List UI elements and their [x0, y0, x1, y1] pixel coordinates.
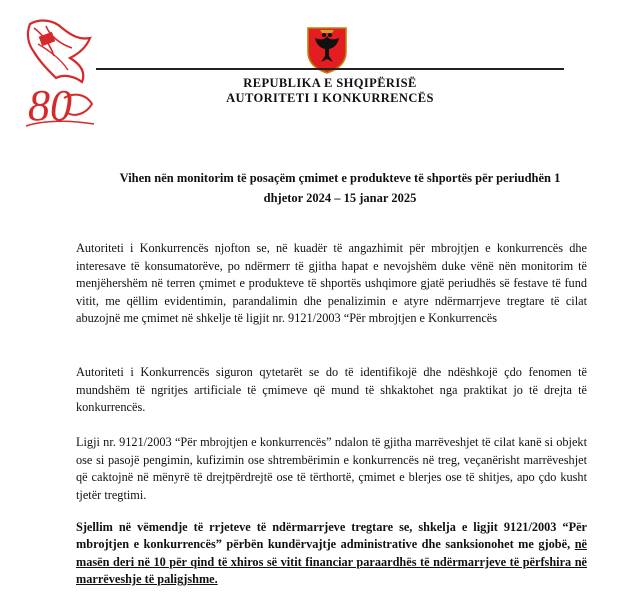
albanian-emblem [306, 26, 348, 74]
header-rule [96, 68, 564, 70]
document-title: Vihen nën monitorim të posaçëm çmimet e produkteve të shportës për periudhën 1 dhjetor 2024 – 15 janar 2025 [119, 171, 561, 205]
authority-name: AUTORITETI I KONKURRENCËS [226, 91, 434, 105]
republic-name: REPUBLIKA E SHQIPËRISË [243, 76, 417, 90]
letterhead [96, 76, 564, 106]
paragraph-3: Ligji nr. 9121/2003 “Për mbrojtjen e konkurrencës” ndalon të gjitha marrëveshjet të cilat kanë si objekt ose si pasojë pengimin, kufizimin ose shtrembërimin e konkurrencës në treg, veçanërisht marrëveshjet që caktojnë në mënyrë të drejtpërdrejtë ose të tërthortë, çmimet e blerjes ose të shitjes, apo çdo kusht tjetër tregtimi. [76, 435, 587, 502]
paragraph-4 [76, 519, 587, 589]
paragraph-4-text: Sjellim në vëmendje të rrjeteve të ndërmarrjeve tregtare se, shkelja e ligjit 9121/2003 “Për mbrojtjen e konkurrencës” përbën kundërvajtje administrative dhe sanksionohet me gjobë, [76, 520, 587, 552]
paragraph-1: Autoriteti i Konkurrencës njofton se, në kuadër të angazhimit për mbrojtjen e konkurrencës dhe interesave të konsumatorëve, po ndërmerr të gjitha hapat e nevojshëm duke vënë nën monitorim të menjëhershëm në terren çmimet e produkteve të shportës ushqimore gjatë periudhës së festave të fund vitit, me qëllim evidentimin, parandalimin dhe penalizimin e atyre ndërmarrjeve tregtare të cilat abuzojnë me çmimet në shkelje të ligjit nr. 9121/2003 “Për mbrojtjen e Konkurrencës [76, 241, 587, 326]
anniversary-logo [20, 14, 98, 132]
paragraph-4-underlined: në masën deri në 10 për qind të xhiros së vitit financiar paraardhës të ndërmarrjeve të përfshira në marrëveshje të paligjshme. [76, 537, 587, 587]
paragraph-2: Autoriteti i Konkurrencës siguron qytetarët se do të identifikojë dhe ndëshkojë çdo fenomen të mundshëm të ngritjes artificiale të çmimeve që mund të shkaktohet nga praktikat jo të drejta të konkurrencës. [76, 365, 587, 415]
logo-number: 80 [28, 81, 72, 130]
